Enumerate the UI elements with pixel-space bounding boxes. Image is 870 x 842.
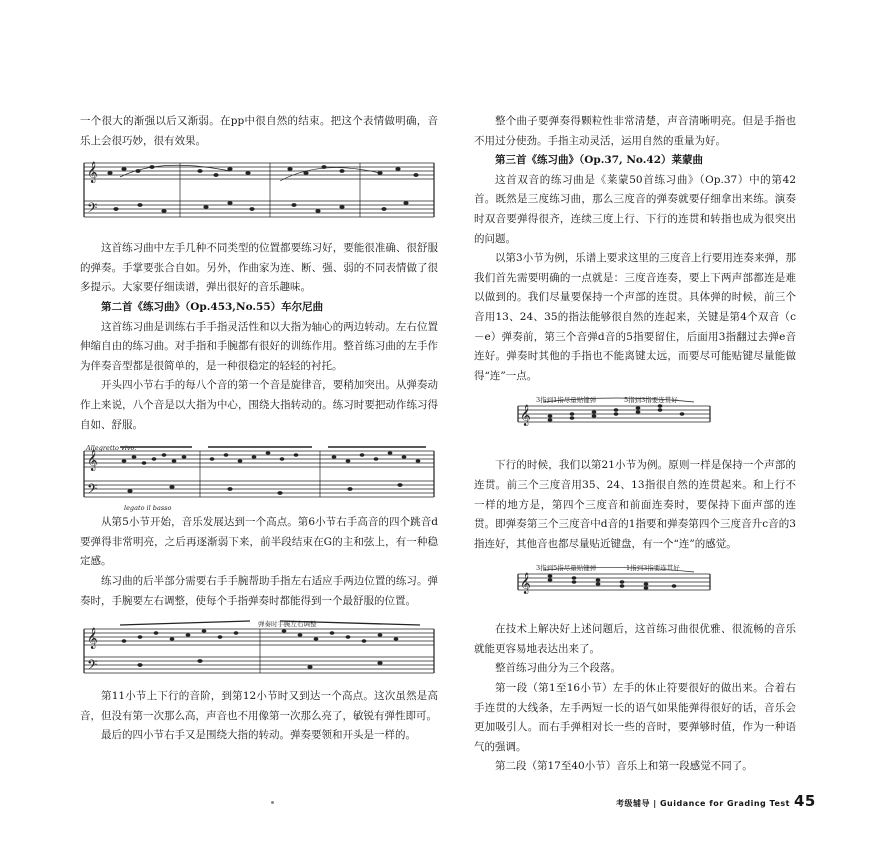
svg-text:𝄞: 𝄞 bbox=[87, 450, 98, 472]
svg-text:𝄢: 𝄢 bbox=[87, 657, 98, 677]
page-number: 45 bbox=[793, 792, 816, 810]
music-score-1 bbox=[80, 157, 438, 231]
score-annotation: 3指到5指尽量贴键弹 bbox=[536, 564, 597, 573]
paragraph: 这首练习曲中左手几种不同类型的位置都要练习好，要能很准确、很舒服的弹奏。手掌要张合自如。另外，作曲家为连、断、强、弱的不同表情做了很多提示。大家要仔细读谱，弹出很好的音乐趣味。 bbox=[80, 242, 438, 294]
svg-text:𝄢: 𝄢 bbox=[87, 481, 98, 501]
paragraph: 最后的四小节右手又是围绕大指的转动。弹奏要领和开头是一样的。 bbox=[101, 729, 416, 742]
score-annotation: 1指到3指要连贯好 bbox=[626, 564, 680, 573]
score-tempo-marking: Allegretto vivo. bbox=[86, 444, 137, 453]
paragraph: 一个很大的渐强以后又渐弱。在pp中很自然的结束。把这个表情做明确，音乐上会很巧妙，很有效果。 bbox=[80, 115, 438, 147]
paragraph: 第11小节上下行的音阶，到第12小节时又到达一个高点。这次虽然是高音，但没有第一次那么高，声音也不用像第一次那么亮了，敏锐有弹性即可。 bbox=[80, 690, 438, 722]
score-dynamic-marking: legato il basso bbox=[124, 504, 172, 513]
paragraph: 从第5小节开始，音乐发展达到一个高点。第6小节右手高音的四个跳音d要弹得非常明亮，之后再逐渐弱下来，前半段结束在G的主和弦上，有一种稳定感。 bbox=[80, 516, 438, 568]
right-column bbox=[474, 112, 796, 777]
music-score-1-drawing bbox=[80, 157, 438, 231]
music-score-2 bbox=[80, 441, 438, 513]
svg-text:𝄞: 𝄞 bbox=[520, 405, 531, 427]
section-heading: 第三首《练习曲》（Op.37, No.42）莱蒙曲 bbox=[495, 154, 703, 167]
score-annotation: 弹奏时手腕左右调整 bbox=[258, 620, 317, 629]
paragraph: 开头四小节右手的每八个音的第一个音是旋律音，要稍加突出。从弹奏动作上来说，八个音是以大指为中心，围绕大指转动的。练习时要把动作练习得自如、舒服。 bbox=[80, 379, 438, 431]
score-annotation: 5指到3指要连贯好 bbox=[624, 396, 678, 405]
left-column bbox=[80, 112, 438, 746]
paragraph: 这首双音的练习曲是《莱蒙50首练习曲》（Op.37）中的第42首。既然是三度练习曲，那么三度音的弹奏就要仔细拿出来练。演奏时双音要弹得很齐，连续三度上行、下行的连贯和转指也成为很突出的问题。 bbox=[474, 173, 796, 245]
score-annotation: 3指到1指尽量贴键弹 bbox=[536, 396, 597, 405]
paragraph: 在技术上解决好上述问题后，这首练习曲很优雅、很流畅的音乐就能更容易地表达出来了。 bbox=[474, 623, 796, 655]
svg-text:𝄞: 𝄞 bbox=[87, 162, 98, 184]
section-heading: 第二首《练习曲》（Op.453,No.55）车尔尼曲 bbox=[101, 300, 324, 313]
page-footer bbox=[616, 792, 816, 810]
paragraph: 下行的时候，我们以第21小节为例。原则一样是保持一个声部的连贯。前三个三度音用35、24、13指很自然的连贯起来。和上行不一样的地方是，第四个三度音和前面连奏时，要保持下面声部的连贯。即弹奏第三个三度音中d音的1指要和弹奏第四个三度音升c音的3指连好，其他音也都尽量贴近键盘，有一个“连”的感觉。 bbox=[474, 459, 796, 550]
music-score-4 bbox=[514, 392, 796, 448]
scan-dot bbox=[271, 801, 274, 804]
paragraph: 整首练习曲分为三个段落。 bbox=[495, 662, 621, 675]
paragraph: 这首练习曲是训练右手手指灵活性和以大指为轴心的两边转动。左右位置伸缩自由的练习曲。对手指和手腕都有很好的训练作用。整首练习曲的左手作为伴奏音型都是很简单的，是一种很稳定的轻轻的衬托。 bbox=[80, 320, 438, 372]
svg-text:𝄞: 𝄞 bbox=[520, 573, 531, 595]
music-score-3 bbox=[80, 617, 438, 679]
paragraph: 第一段（第1至16小节）左手的休止符要很好的做出来。合着右手连贯的大线条，左手两短一长的语气如果能弹得很好的话，音乐会更加吸引人。而右手弹相对长一些的音时，要弹够时值，作为一种语气的强调。 bbox=[474, 682, 796, 753]
paragraph: 第二段（第17至40小节）音乐上和第一段感觉不同了。 bbox=[495, 760, 753, 773]
footer-text: 考级辅导 | Guidance for Grading Test bbox=[616, 799, 790, 808]
paragraph: 练习曲的后半部分需要右手手腕帮助手指左右适应手两边位置的练习。弹奏时，手腕要左右调整，使每个手指弹奏时都能得到一个最舒服的位置。 bbox=[80, 574, 438, 607]
svg-text:𝄞: 𝄞 bbox=[87, 628, 98, 650]
paragraph: 以第3小节为例，乐谱上要求这里的三度音上行要用连奏来弹，那我们首先需要明确的一点就是：三度音连奏，要上下两声部都连是难以做到的。我们尽量要保持一个声部的连贯。具体弹的时候，前三个音用13、24、35的指法能够很自然的连起来，关键是第4个双音（c－e）弹奏前，第三个音弹d音的5指要留住，后面用3指翻过去弹e音连好。弹奏时其他的手指也不能离键太远，而要尽可能贴键尽量能做得“连”一点。 bbox=[474, 252, 796, 382]
music-score-5 bbox=[514, 560, 796, 612]
svg-text:𝄢: 𝄢 bbox=[87, 200, 98, 220]
paragraph: 整个曲子要弹奏得颗粒性非常清楚，声音清晰明亮。但是手指也不用过分使劲。手指主动灵活，运用自然的重量为好。 bbox=[474, 115, 796, 147]
